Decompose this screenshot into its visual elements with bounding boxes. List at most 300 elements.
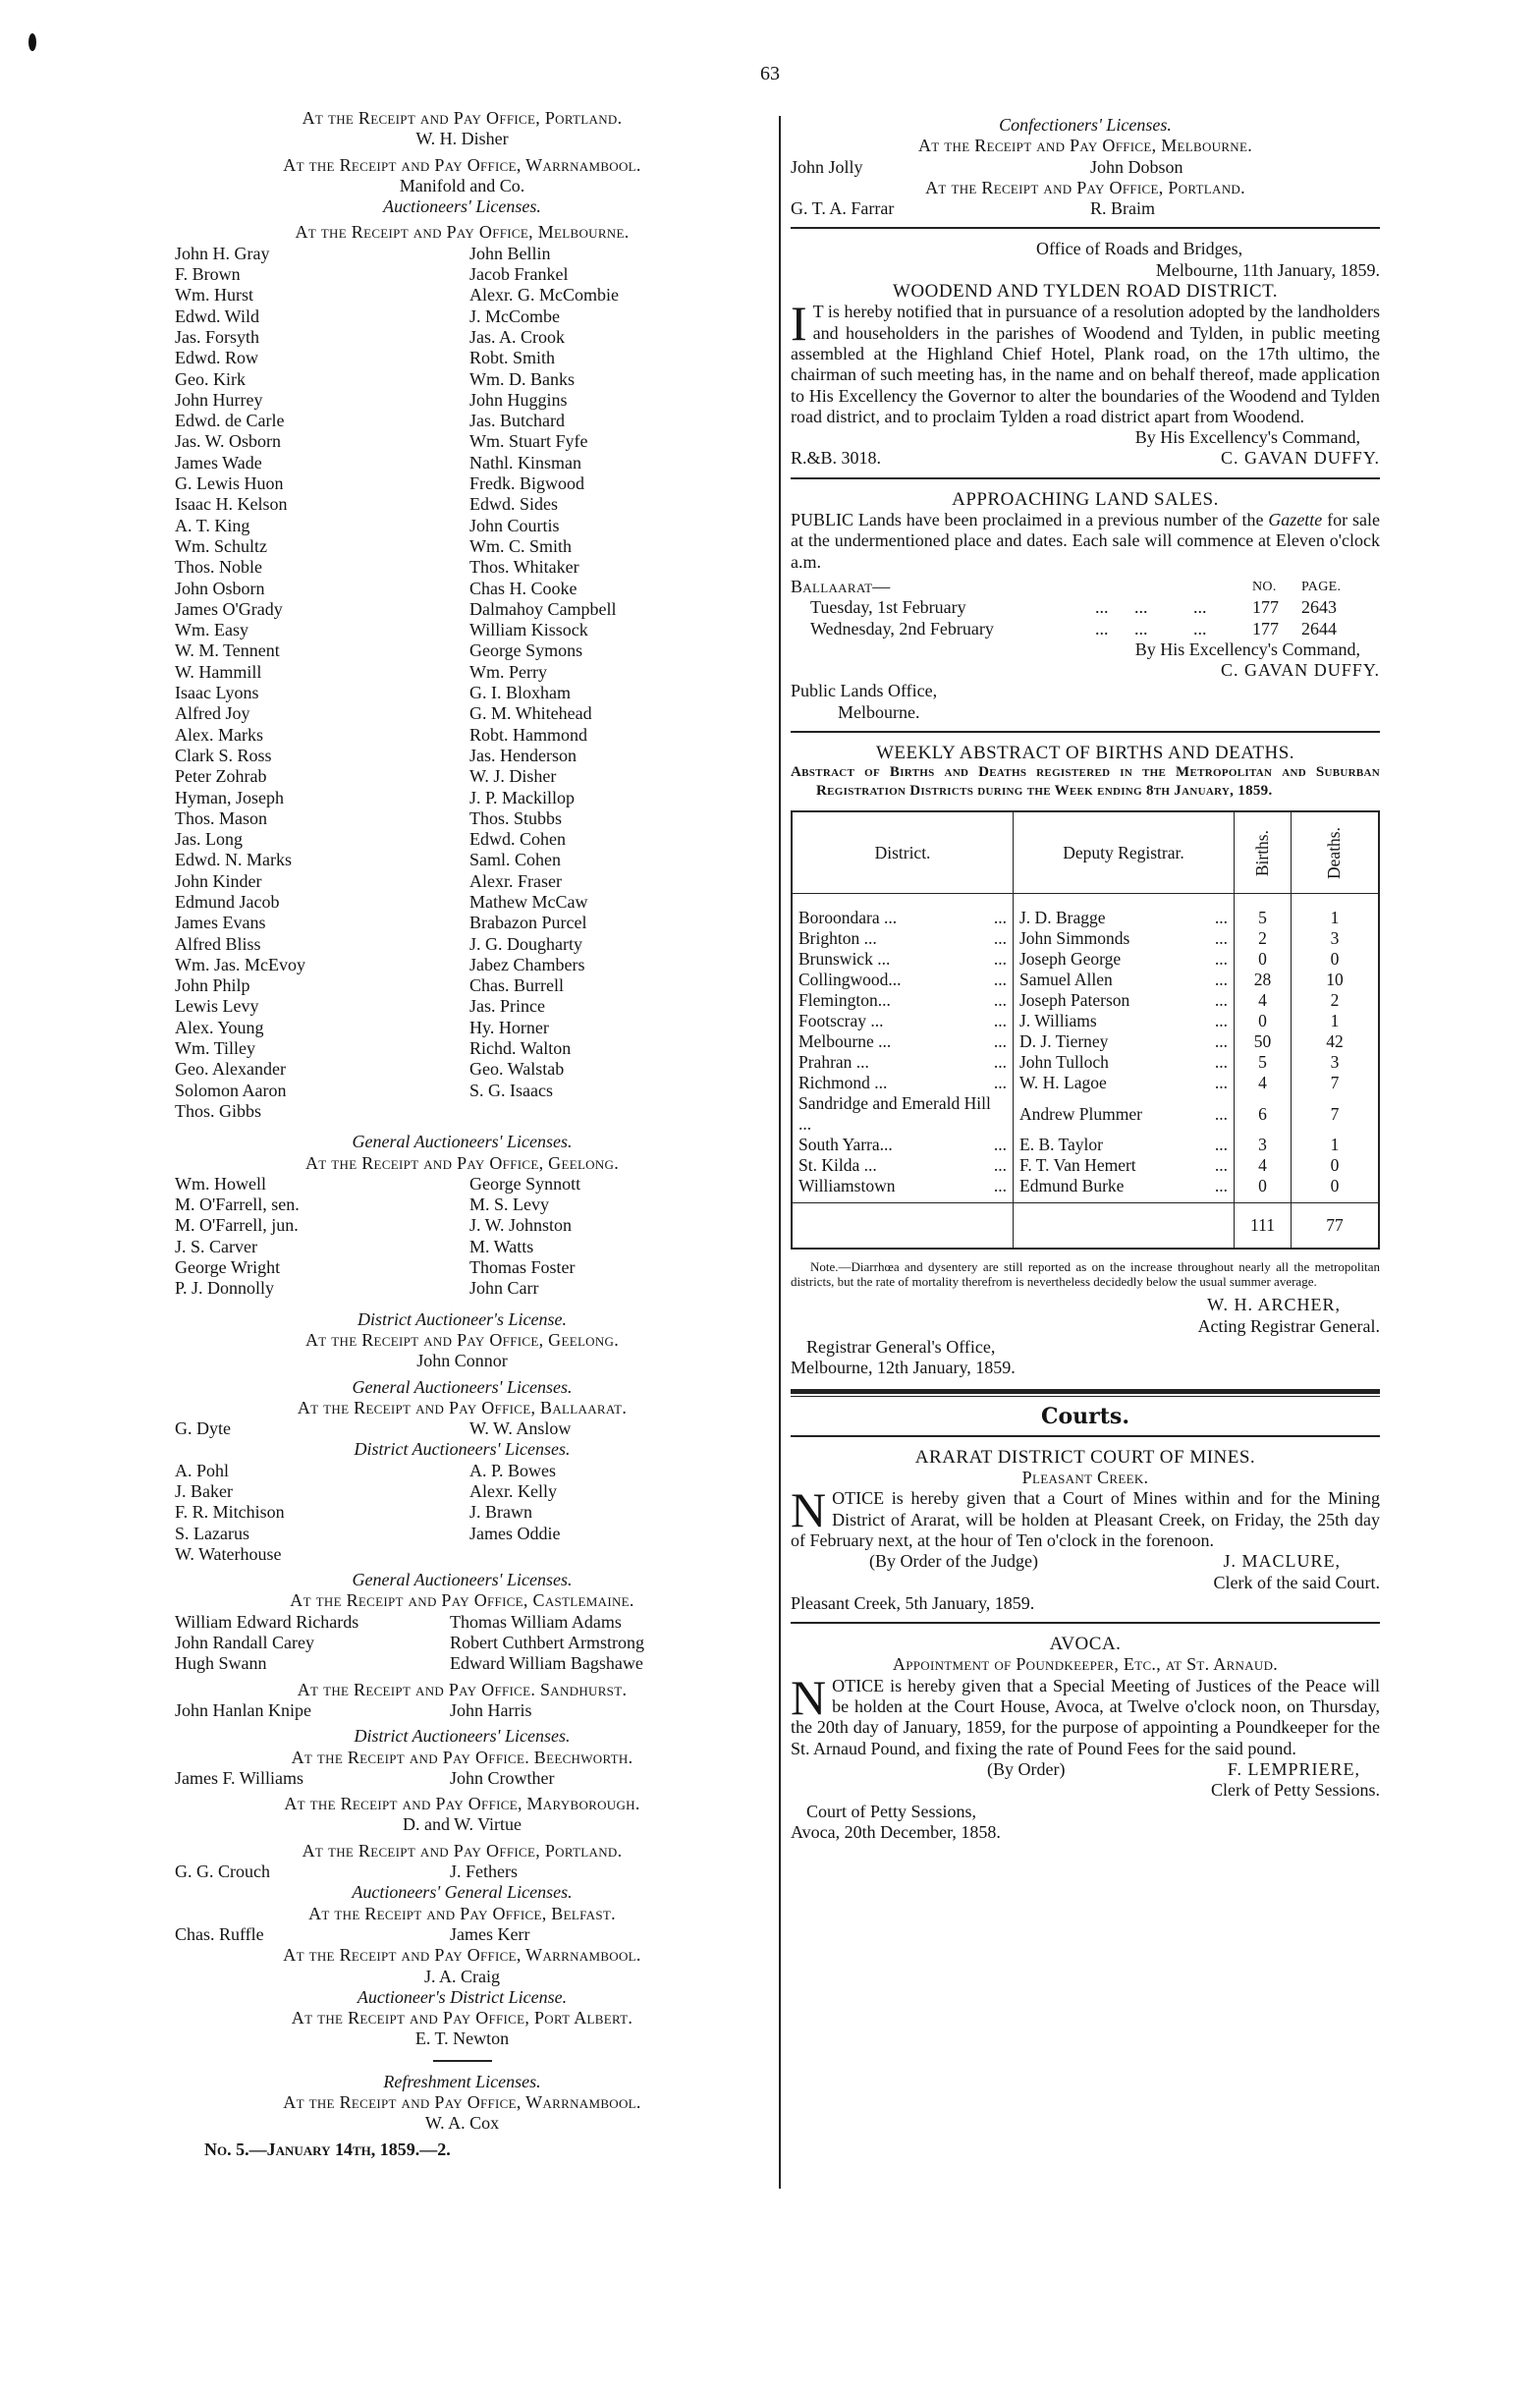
table-cell-deaths: 7 bbox=[1330, 1073, 1340, 1093]
licensee-name: E. T. Newton bbox=[414, 2029, 510, 2049]
licensee-name: Wm. Tilley bbox=[175, 1038, 256, 1059]
names-column-right bbox=[469, 1174, 749, 1300]
license-type-title: General Auctioneers' Licenses. bbox=[352, 1376, 573, 1397]
section-heading: At the Receipt and Pay Office, Melbourne. bbox=[295, 222, 630, 243]
names-column-right bbox=[469, 1461, 749, 1565]
page-number: 63 bbox=[760, 63, 780, 84]
table-cell-births: 4 bbox=[1258, 1073, 1267, 1093]
sale-page: 2644 bbox=[1301, 618, 1337, 639]
table-cell-births: 3 bbox=[1258, 1135, 1267, 1155]
licensee-name: Richd. Walton bbox=[469, 1038, 572, 1059]
order-signature-row bbox=[791, 1759, 1380, 1780]
table-cell-deaths: 1 bbox=[1330, 1135, 1340, 1155]
table-cell-registrar: John Tulloch ... bbox=[1019, 1052, 1228, 1073]
command-line: By His Excellency's Command, bbox=[1134, 639, 1360, 659]
licensee-name: P. J. Donnolly bbox=[175, 1278, 275, 1299]
table-cell-district: Flemington... ... bbox=[798, 990, 1007, 1011]
licensee-name: M. O'Farrell, sen. bbox=[175, 1195, 300, 1215]
licensee-name: S. G. Isaacs bbox=[469, 1080, 553, 1100]
signatory: J. MACLURE, bbox=[1223, 1551, 1341, 1572]
table-cell-registrar: Edmund Burke ... bbox=[1019, 1176, 1228, 1196]
section-divider bbox=[791, 477, 1380, 479]
table-cell-registrar: J. Williams ... bbox=[1019, 1011, 1228, 1031]
licensee-name: A. Pohl bbox=[175, 1460, 230, 1480]
signatory-title: Clerk of Petty Sessions. bbox=[1210, 1780, 1380, 1801]
table-cell-district: Williamstown ... bbox=[798, 1176, 1007, 1196]
licensee-name: G. Dyte bbox=[175, 1418, 231, 1439]
section-heading: At the Receipt and Pay Office, Belfast. bbox=[308, 1903, 616, 1923]
column-header-registrar: Deputy Registrar. bbox=[1014, 812, 1235, 894]
licensee-name: G. G. Crouch bbox=[175, 1862, 270, 1882]
licensee-name: Jas. Forsyth bbox=[175, 326, 260, 347]
licensee-name: W. M. Tennent bbox=[175, 640, 280, 661]
table-cell-registrar: Andrew Plummer ... bbox=[1019, 1103, 1228, 1124]
signatory: W. H. ARCHER, bbox=[1207, 1295, 1341, 1315]
office-name: Registrar General's Office, bbox=[806, 1336, 996, 1357]
licensee-name: Thos. Noble bbox=[175, 557, 262, 578]
table-cell-registrar: Samuel Allen ... bbox=[1019, 970, 1228, 990]
leader-dots: ... bbox=[1095, 597, 1109, 618]
table-cell-registrar: W. H. Lagoe ... bbox=[1019, 1073, 1228, 1093]
licensee-name: Lewis Levy bbox=[175, 996, 259, 1017]
notice-body: IT is hereby notified that in pursuance of a resolution adopted by the landholders and householders in the parishes of Woodend and Tylden, in public meeting assembled at the Highland Chief Hotel, Plank road, on the 17th ultimo, the chairman of such meeting has, in the name and on behalf thereof, made application to His Excellency the Governor to alter the boundaries of the Woodend and Tylden road district, and to proclaim Tylden a road district apart from Woodend. bbox=[791, 296, 1380, 426]
table-cell-deaths: 1 bbox=[1330, 908, 1340, 928]
column-header-district: District. bbox=[793, 812, 1014, 894]
licensee-name: James Kerr bbox=[450, 1923, 530, 1944]
registrar-column bbox=[1014, 894, 1235, 1202]
col-no-header: NO. bbox=[1252, 579, 1277, 594]
licensee-name: James Wade bbox=[175, 452, 262, 472]
office-date: Avoca, 20th December, 1858. bbox=[791, 1821, 1001, 1842]
signatory-title: Clerk of the said Court. bbox=[1213, 1572, 1380, 1592]
license-type-title: Auctioneers' General Licenses. bbox=[352, 1882, 573, 1903]
table-cell-registrar: Joseph Paterson ... bbox=[1019, 990, 1228, 1011]
confectioners-melbourne-names bbox=[791, 157, 1380, 178]
table-header-row bbox=[793, 812, 1378, 894]
license-type-title: Auctioneer's District License. bbox=[357, 1986, 568, 2007]
belfast-names-list bbox=[175, 1924, 749, 1945]
ballaarat-district-names-list bbox=[175, 1461, 749, 1565]
licensee-name: Clark S. Ross bbox=[175, 745, 272, 765]
licensee-name: G. I. Bloxham bbox=[469, 683, 571, 703]
roads-date: Melbourne, 11th January, 1859. bbox=[1155, 259, 1380, 280]
licensee-name: Dalmahoy Campbell bbox=[469, 598, 617, 619]
licensee-name: Wm. Perry bbox=[469, 661, 547, 682]
licensee-name: Mathew McCaw bbox=[469, 891, 588, 912]
licensee-name: J. McCombe bbox=[469, 306, 560, 326]
command-line: By His Excellency's Command, bbox=[1134, 427, 1360, 448]
names-column-left bbox=[175, 1461, 469, 1565]
names-column-left bbox=[175, 1768, 450, 1789]
leader-dots: ... bbox=[1134, 618, 1148, 639]
table-cell-births: 5 bbox=[1258, 908, 1267, 928]
licensee-name: Nathl. Kinsman bbox=[469, 452, 581, 472]
leader-dots: ... bbox=[1193, 618, 1207, 639]
licensee-name: Thos. Mason bbox=[175, 807, 267, 828]
licensee-name: Isaac Lyons bbox=[175, 683, 259, 703]
licensee-name: Jas. A. Crook bbox=[469, 326, 566, 347]
names-column-left bbox=[175, 1924, 450, 1945]
licensee-name: M. O'Farrell, jun. bbox=[175, 1215, 299, 1236]
column-header-deaths bbox=[1292, 812, 1378, 894]
licensee-name: Thomas Foster bbox=[469, 1257, 576, 1278]
sale-page: 2643 bbox=[1301, 597, 1337, 618]
table-cell-district: South Yarra... ... bbox=[798, 1135, 1007, 1155]
licensee-name: John Dobson bbox=[1090, 156, 1183, 177]
notice-title: AVOCA. bbox=[1049, 1634, 1122, 1655]
licensee-name: G. Lewis Huon bbox=[175, 473, 284, 494]
notice-title: WOODEND AND TYLDEN ROAD DISTRICT. bbox=[892, 281, 1279, 303]
names-column-left bbox=[175, 1418, 469, 1439]
table-cell-registrar: J. D. Bragge ... bbox=[1019, 908, 1228, 928]
licensee-name: Chas. Ruffle bbox=[175, 1923, 264, 1944]
table-cell-district: Prahran ... ... bbox=[798, 1052, 1007, 1073]
licensee-name: John Philp bbox=[175, 975, 250, 996]
licensee-name: Edward William Bagshawe bbox=[450, 1653, 643, 1674]
license-type-title: Confectioners' Licenses. bbox=[999, 115, 1172, 135]
licensee-name: F. Brown bbox=[175, 264, 241, 285]
names-column-right bbox=[469, 1418, 749, 1439]
total-births: 111 bbox=[1235, 1202, 1292, 1248]
licensee-name: J. P. Mackillop bbox=[469, 787, 576, 807]
licensee-name: Alfred Joy bbox=[175, 703, 250, 724]
courts-heading: Courts. bbox=[1041, 1403, 1129, 1429]
licensee-name: J. S. Carver bbox=[175, 1236, 257, 1256]
licensee-name: William Kissock bbox=[469, 620, 588, 640]
table-cell-registrar: E. B. Taylor ... bbox=[1019, 1135, 1228, 1155]
table-cell-district: Footscray ... ... bbox=[798, 1011, 1007, 1031]
names-column-left bbox=[175, 244, 469, 1122]
licensee-name: Alfred Bliss bbox=[175, 933, 261, 954]
licensee-name: S. Lazarus bbox=[175, 1523, 249, 1543]
table-cell-district: Collingwood... ... bbox=[798, 970, 1007, 990]
notice-body-text: PUBLIC Lands have been proclaimed in a previous number of the bbox=[791, 510, 1269, 530]
licensee-name: John Harris bbox=[450, 1699, 532, 1720]
licensee-name: James Oddie bbox=[469, 1523, 561, 1543]
licensee-name: William Edward Richards bbox=[175, 1611, 359, 1632]
notice-title: WEEKLY ABSTRACT OF BIRTHS AND DEATHS. bbox=[875, 743, 1295, 764]
licensee-name: Wm. Stuart Fyfe bbox=[469, 431, 588, 452]
column-divider bbox=[779, 116, 781, 2189]
deaths-column bbox=[1292, 894, 1378, 1202]
licensee-name: Solomon Aaron bbox=[175, 1080, 287, 1100]
notice-subtitle: Pleasant Creek. bbox=[1021, 1468, 1149, 1488]
roads-office: Office of Roads and Bridges, bbox=[1036, 239, 1243, 259]
sale-date: Tuesday, 1st February bbox=[810, 597, 966, 618]
table-cell-district: St. Kilda ... ... bbox=[798, 1155, 1007, 1176]
licensee-name: Edmund Jacob bbox=[175, 891, 280, 912]
table-cell-births: 0 bbox=[1258, 949, 1267, 970]
licensee-name: John Bellin bbox=[469, 243, 551, 263]
licensee-name: John H. Gray bbox=[175, 243, 270, 263]
licensee-name: John Hurrey bbox=[175, 389, 263, 410]
notice-subtitle: Appointment of Poundkeeper, Etc., at St. Arnaud. bbox=[892, 1654, 1279, 1675]
licensee-name: Fredk. Bigwood bbox=[469, 473, 584, 494]
licensee-name: Alexr. G. McCombie bbox=[469, 285, 619, 306]
castlemaine-names-list bbox=[175, 1612, 749, 1675]
licensee-name: A. T. King bbox=[175, 515, 250, 535]
table-cell-deaths: 7 bbox=[1330, 1103, 1340, 1124]
section-heading: At the Receipt and Pay Office, Warrnambool. bbox=[283, 1945, 641, 1966]
column-header-births bbox=[1235, 812, 1292, 894]
section-heading: At the Receipt and Pay Office, Castlemaine. bbox=[290, 1590, 634, 1611]
office-name: Public Lands Office, bbox=[791, 681, 938, 701]
licensee-name: Hyman, Joseph bbox=[175, 787, 284, 807]
names-column-left bbox=[175, 1862, 450, 1882]
table-body bbox=[793, 894, 1378, 1202]
names-column-left bbox=[175, 1612, 450, 1675]
table-cell-births: 5 bbox=[1258, 1052, 1267, 1073]
table-cell-births: 50 bbox=[1253, 1031, 1272, 1052]
licensee-name: J. Fethers bbox=[450, 1862, 518, 1882]
binding-hole-mark bbox=[28, 33, 36, 51]
births-column bbox=[1235, 894, 1292, 1202]
section-heading: At the Receipt and Pay Office, Maryborough. bbox=[284, 1794, 640, 1814]
licensee-name: John Courtis bbox=[469, 515, 560, 535]
licensee-name: J. Baker bbox=[175, 1481, 233, 1501]
signatory-title: Acting Registrar General. bbox=[1197, 1315, 1380, 1336]
table-cell-births: 28 bbox=[1253, 970, 1272, 990]
license-type-title: General Auctioneers' Licenses. bbox=[352, 1132, 573, 1152]
licensee-name: John Connor bbox=[416, 1351, 508, 1371]
license-type-title: District Auctioneers' Licenses. bbox=[354, 1439, 571, 1460]
licensee-name: W. Hammill bbox=[175, 661, 262, 682]
table-cell-district: Brunswick ... ... bbox=[798, 949, 1007, 970]
heavy-divider bbox=[791, 1389, 1380, 1397]
licensee-name: Robt. Smith bbox=[469, 348, 556, 368]
table-cell-district: Richmond ... ... bbox=[798, 1073, 1007, 1093]
licensee-name: G. T. A. Farrar bbox=[791, 198, 895, 219]
right-column bbox=[791, 115, 1380, 1843]
table-cell-registrar: D. J. Tierney ... bbox=[1019, 1031, 1228, 1052]
table-cell-births: 0 bbox=[1258, 1176, 1267, 1196]
table-cell-district: Boroondara ... ... bbox=[798, 908, 1007, 928]
licensee-name: J. W. Johnston bbox=[469, 1215, 573, 1236]
leader-dots: ... bbox=[1095, 618, 1109, 639]
licensee-name: Thos. Whitaker bbox=[469, 557, 579, 578]
section-heading: At the Receipt and Pay Office, Portland. bbox=[925, 177, 1245, 197]
names-column-right bbox=[450, 1862, 749, 1882]
section-heading: At the Receipt and Pay Office, Ballaarat. bbox=[297, 1397, 628, 1417]
table-cell-deaths: 10 bbox=[1326, 970, 1344, 990]
section-heading: At the Receipt and Pay Office. Sandhurst. bbox=[297, 1679, 628, 1699]
licensee-name: Jas. Butchard bbox=[469, 411, 565, 431]
licensee-name: W. H. Disher bbox=[415, 129, 509, 149]
licensee-name: Alexr. Kelly bbox=[469, 1481, 557, 1501]
table-cell-registrar: Joseph George ... bbox=[1019, 949, 1228, 970]
licensee-name: Brabazon Purcel bbox=[469, 913, 587, 933]
notice-body: NOTICE is hereby given that a Special Meeting of Justices of the Peace will be holden at the Court House, Avoca, at Twelve o'clock noon, on Thursday, the 20th day of January, 1859, for the purpose of appointing a Poundkeeper for the St. Arnaud Pound, and fixing the rate of Pound Fees for the said pound. bbox=[791, 1669, 1380, 1758]
total-blank bbox=[1014, 1202, 1235, 1248]
licensee-name: Jas. Long bbox=[175, 829, 243, 850]
licensee-name: Geo. Kirk bbox=[175, 368, 246, 389]
signature-row bbox=[791, 448, 1380, 469]
sale-no: 177 bbox=[1252, 597, 1279, 618]
table-cell-deaths: 2 bbox=[1330, 990, 1340, 1011]
license-type-title: General Auctioneers' Licenses. bbox=[352, 1570, 573, 1590]
table-cell-district: Melbourne ... ... bbox=[798, 1031, 1007, 1052]
ballaarat-names-list bbox=[175, 1418, 749, 1439]
licensee-name: John Kinder bbox=[175, 870, 262, 891]
names-column-left bbox=[175, 1700, 450, 1721]
license-type-title: Auctioneers' Licenses. bbox=[383, 196, 541, 217]
issue-footer: No. 5.—January 14th, 1859.—2. bbox=[204, 2139, 451, 2159]
section-heading: At the Receipt and Pay Office, Warrnambool. bbox=[283, 2092, 641, 2113]
licensee-name: Thos. Gibbs bbox=[175, 1100, 262, 1121]
land-sale-row bbox=[791, 597, 1380, 618]
section-heading: At the Receipt and Pay Office, Portland. bbox=[302, 108, 623, 128]
short-divider bbox=[433, 2060, 492, 2062]
licensee-name: J. A. Craig bbox=[423, 1966, 500, 1986]
section-heading: At the Receipt and Pay Office, Geelong. bbox=[304, 1152, 620, 1173]
section-heading: At the Receipt and Pay Office, Port Albert. bbox=[291, 2008, 633, 2029]
licensee-name: Edwd. N. Marks bbox=[175, 850, 292, 870]
licensee-name: R. Braim bbox=[1090, 198, 1155, 219]
licensee-name: Edwd. Wild bbox=[175, 306, 259, 326]
table-cell-deaths: 0 bbox=[1330, 1176, 1340, 1196]
names-column-left bbox=[175, 1174, 469, 1300]
licensee-name: M. Watts bbox=[469, 1236, 534, 1256]
names-column-right bbox=[469, 244, 749, 1122]
notice-body bbox=[791, 510, 1380, 573]
licensee-name: James O'Grady bbox=[175, 598, 283, 619]
names-column-right bbox=[450, 1700, 749, 1721]
licensee-name: Robert Cuthbert Armstrong bbox=[450, 1633, 644, 1653]
land-sale-row bbox=[791, 619, 1380, 639]
notice-body: NOTICE is hereby given that a Court of Mines within and for the Mining District of Ararat, will be holden at Pleasant Creek, on Friday, the 25th day of February next, at the hour of Ten o'clock in the forenoon. bbox=[791, 1482, 1380, 1550]
licensee-name: Jas. W. Osborn bbox=[175, 431, 282, 452]
office-city: Melbourne. bbox=[838, 701, 920, 722]
table-cell-deaths: 1 bbox=[1330, 1011, 1340, 1031]
licensee-name: George Wright bbox=[175, 1257, 281, 1278]
signatory: F. LEMPRIERE, bbox=[1227, 1758, 1360, 1779]
licensee-name: John Randall Carey bbox=[175, 1633, 314, 1653]
table-cell-births: 0 bbox=[1258, 1011, 1267, 1031]
licensee-name: John Crowther bbox=[450, 1767, 555, 1788]
licensee-name: Wm. C. Smith bbox=[469, 535, 573, 556]
licensee-name: Thomas William Adams bbox=[450, 1611, 622, 1632]
table-cell-deaths: 0 bbox=[1330, 1155, 1340, 1176]
section-heading: At the Receipt and Pay Office. Beechworth. bbox=[291, 1747, 633, 1767]
licensee-name: Edwd. de Carle bbox=[175, 411, 285, 431]
licensee-name: Thos. Stubbs bbox=[469, 807, 563, 828]
table-cell-deaths: 0 bbox=[1330, 949, 1340, 970]
land-sales-header bbox=[791, 577, 1380, 597]
signatory: C. GAVAN DUFFY. bbox=[1220, 660, 1380, 681]
licensee-name: Isaac H. Kelson bbox=[175, 494, 288, 515]
signatory: C. GAVAN DUFFY. bbox=[1220, 448, 1380, 469]
section-divider bbox=[791, 1435, 1380, 1437]
licensee-name: W. W. Anslow bbox=[469, 1418, 572, 1439]
col-page-header: PAGE. bbox=[1301, 579, 1342, 594]
licensee-name: George Symons bbox=[469, 640, 583, 661]
notice-body-text: for sale at the undermentioned place and dates. Each sale will commence at Eleven o'clock a.m. bbox=[791, 510, 1380, 572]
licensee-name: Edwd. Cohen bbox=[469, 829, 566, 850]
licensee-name: Chas. Burrell bbox=[469, 975, 564, 996]
table-cell-births: 4 bbox=[1258, 990, 1267, 1011]
licensee-name: Alexr. Fraser bbox=[469, 870, 562, 891]
sale-no: 177 bbox=[1252, 618, 1279, 639]
births-deaths-table bbox=[791, 810, 1380, 1250]
order-signature-row bbox=[791, 1551, 1380, 1572]
total-deaths: 77 bbox=[1292, 1202, 1378, 1248]
table-cell-deaths: 3 bbox=[1330, 928, 1340, 949]
table-cell-births: 6 bbox=[1258, 1103, 1267, 1124]
licensee-name: Wm. D. Banks bbox=[469, 368, 575, 389]
licensee-name: D. and W. Virtue bbox=[402, 1814, 522, 1835]
district-column bbox=[793, 894, 1014, 1202]
licensee-name: John Osborn bbox=[175, 578, 265, 598]
licensee-name: Jas. Henderson bbox=[469, 745, 577, 765]
licensee-name: J. Brawn bbox=[469, 1502, 532, 1523]
licensee-name: George Synnott bbox=[469, 1173, 581, 1194]
notice-title: APPROACHING LAND SALES. bbox=[952, 488, 1219, 510]
melbourne-names-list bbox=[175, 244, 749, 1122]
licensee-name: John Hanlan Knipe bbox=[175, 1699, 311, 1720]
gazette-ref: Gazette bbox=[1268, 510, 1323, 530]
license-type-title: Refreshment Licenses. bbox=[383, 2071, 541, 2091]
licensee-name: J. G. Dougharty bbox=[469, 933, 582, 954]
section-heading: At the Receipt and Pay Office, Warrnambool. bbox=[283, 154, 641, 175]
licensee-name: Wm. Howell bbox=[175, 1173, 266, 1194]
section-divider bbox=[791, 731, 1380, 733]
births-label: Births. bbox=[1251, 829, 1272, 876]
licensee-name: Edwd. Row bbox=[175, 348, 258, 368]
geelong-names-list bbox=[175, 1174, 749, 1300]
licensee-name: Geo. Alexander bbox=[175, 1059, 286, 1080]
table-cell-births: 2 bbox=[1258, 928, 1267, 949]
licensee-name: W. Waterhouse bbox=[175, 1543, 282, 1564]
names-column-right bbox=[450, 1924, 749, 1945]
deaths-label: Deaths. bbox=[1324, 826, 1345, 879]
license-type-title: District Auctioneers' Licenses. bbox=[354, 1726, 571, 1747]
licensee-name: James Evans bbox=[175, 913, 266, 933]
table-cell-registrar: F. T. Van Hemert ... bbox=[1019, 1155, 1228, 1176]
table-cell-deaths: 3 bbox=[1330, 1052, 1340, 1073]
table-cell-district: Sandridge and Emerald Hill ... bbox=[798, 1093, 991, 1135]
section-heading: At the Receipt and Pay Office, Portland. bbox=[302, 1840, 623, 1861]
names-column-right bbox=[450, 1612, 749, 1675]
order-line: (By Order) bbox=[987, 1758, 1066, 1779]
licensee-name: Jas. Prince bbox=[469, 996, 545, 1017]
licensee-name: Wm. Schultz bbox=[175, 535, 267, 556]
licensee-name: Geo. Walstab bbox=[469, 1059, 565, 1080]
licensee-name: F. R. Mitchison bbox=[175, 1502, 285, 1523]
licensee-name: W. J. Disher bbox=[469, 766, 557, 787]
licensee-name: Chas H. Cooke bbox=[469, 578, 578, 598]
notice-title: ARARAT DISTRICT COURT OF MINES. bbox=[914, 1446, 1256, 1468]
licensee-name: Manifold and Co. bbox=[399, 175, 525, 195]
licensee-name: Alex. Young bbox=[175, 1017, 264, 1037]
licensee-name: John Carr bbox=[469, 1278, 539, 1299]
licensee-name: G. M. Whitehead bbox=[469, 703, 592, 724]
notice-date: Pleasant Creek, 5th January, 1859. bbox=[791, 1592, 1035, 1613]
licensee-name: A. P. Bowes bbox=[469, 1460, 557, 1480]
licensee-name: Hy. Horner bbox=[469, 1017, 549, 1037]
beechworth-names-list bbox=[175, 1768, 749, 1789]
licensee-name: Wm. Hurst bbox=[175, 285, 253, 306]
table-total-row bbox=[793, 1202, 1378, 1248]
leader-dots: ... bbox=[1193, 597, 1207, 618]
sale-place: Ballaarat— bbox=[791, 576, 891, 596]
licensee-name: W. A. Cox bbox=[424, 2113, 500, 2134]
licensee-name: Wm. Jas. McEvoy bbox=[175, 954, 305, 974]
licensee-name: Hugh Swann bbox=[175, 1653, 267, 1674]
table-cell-registrar: John Simmonds ... bbox=[1019, 928, 1228, 949]
section-divider bbox=[791, 227, 1380, 229]
portland-names-list bbox=[175, 1862, 749, 1882]
table-note: Note.—Diarrhœa and dysentery are still reported as on the increase throughout nearly all the metropolitan districts, but the rate of mortality therefrom is nevertheless decidedly below the usual summer average. bbox=[791, 1259, 1380, 1290]
